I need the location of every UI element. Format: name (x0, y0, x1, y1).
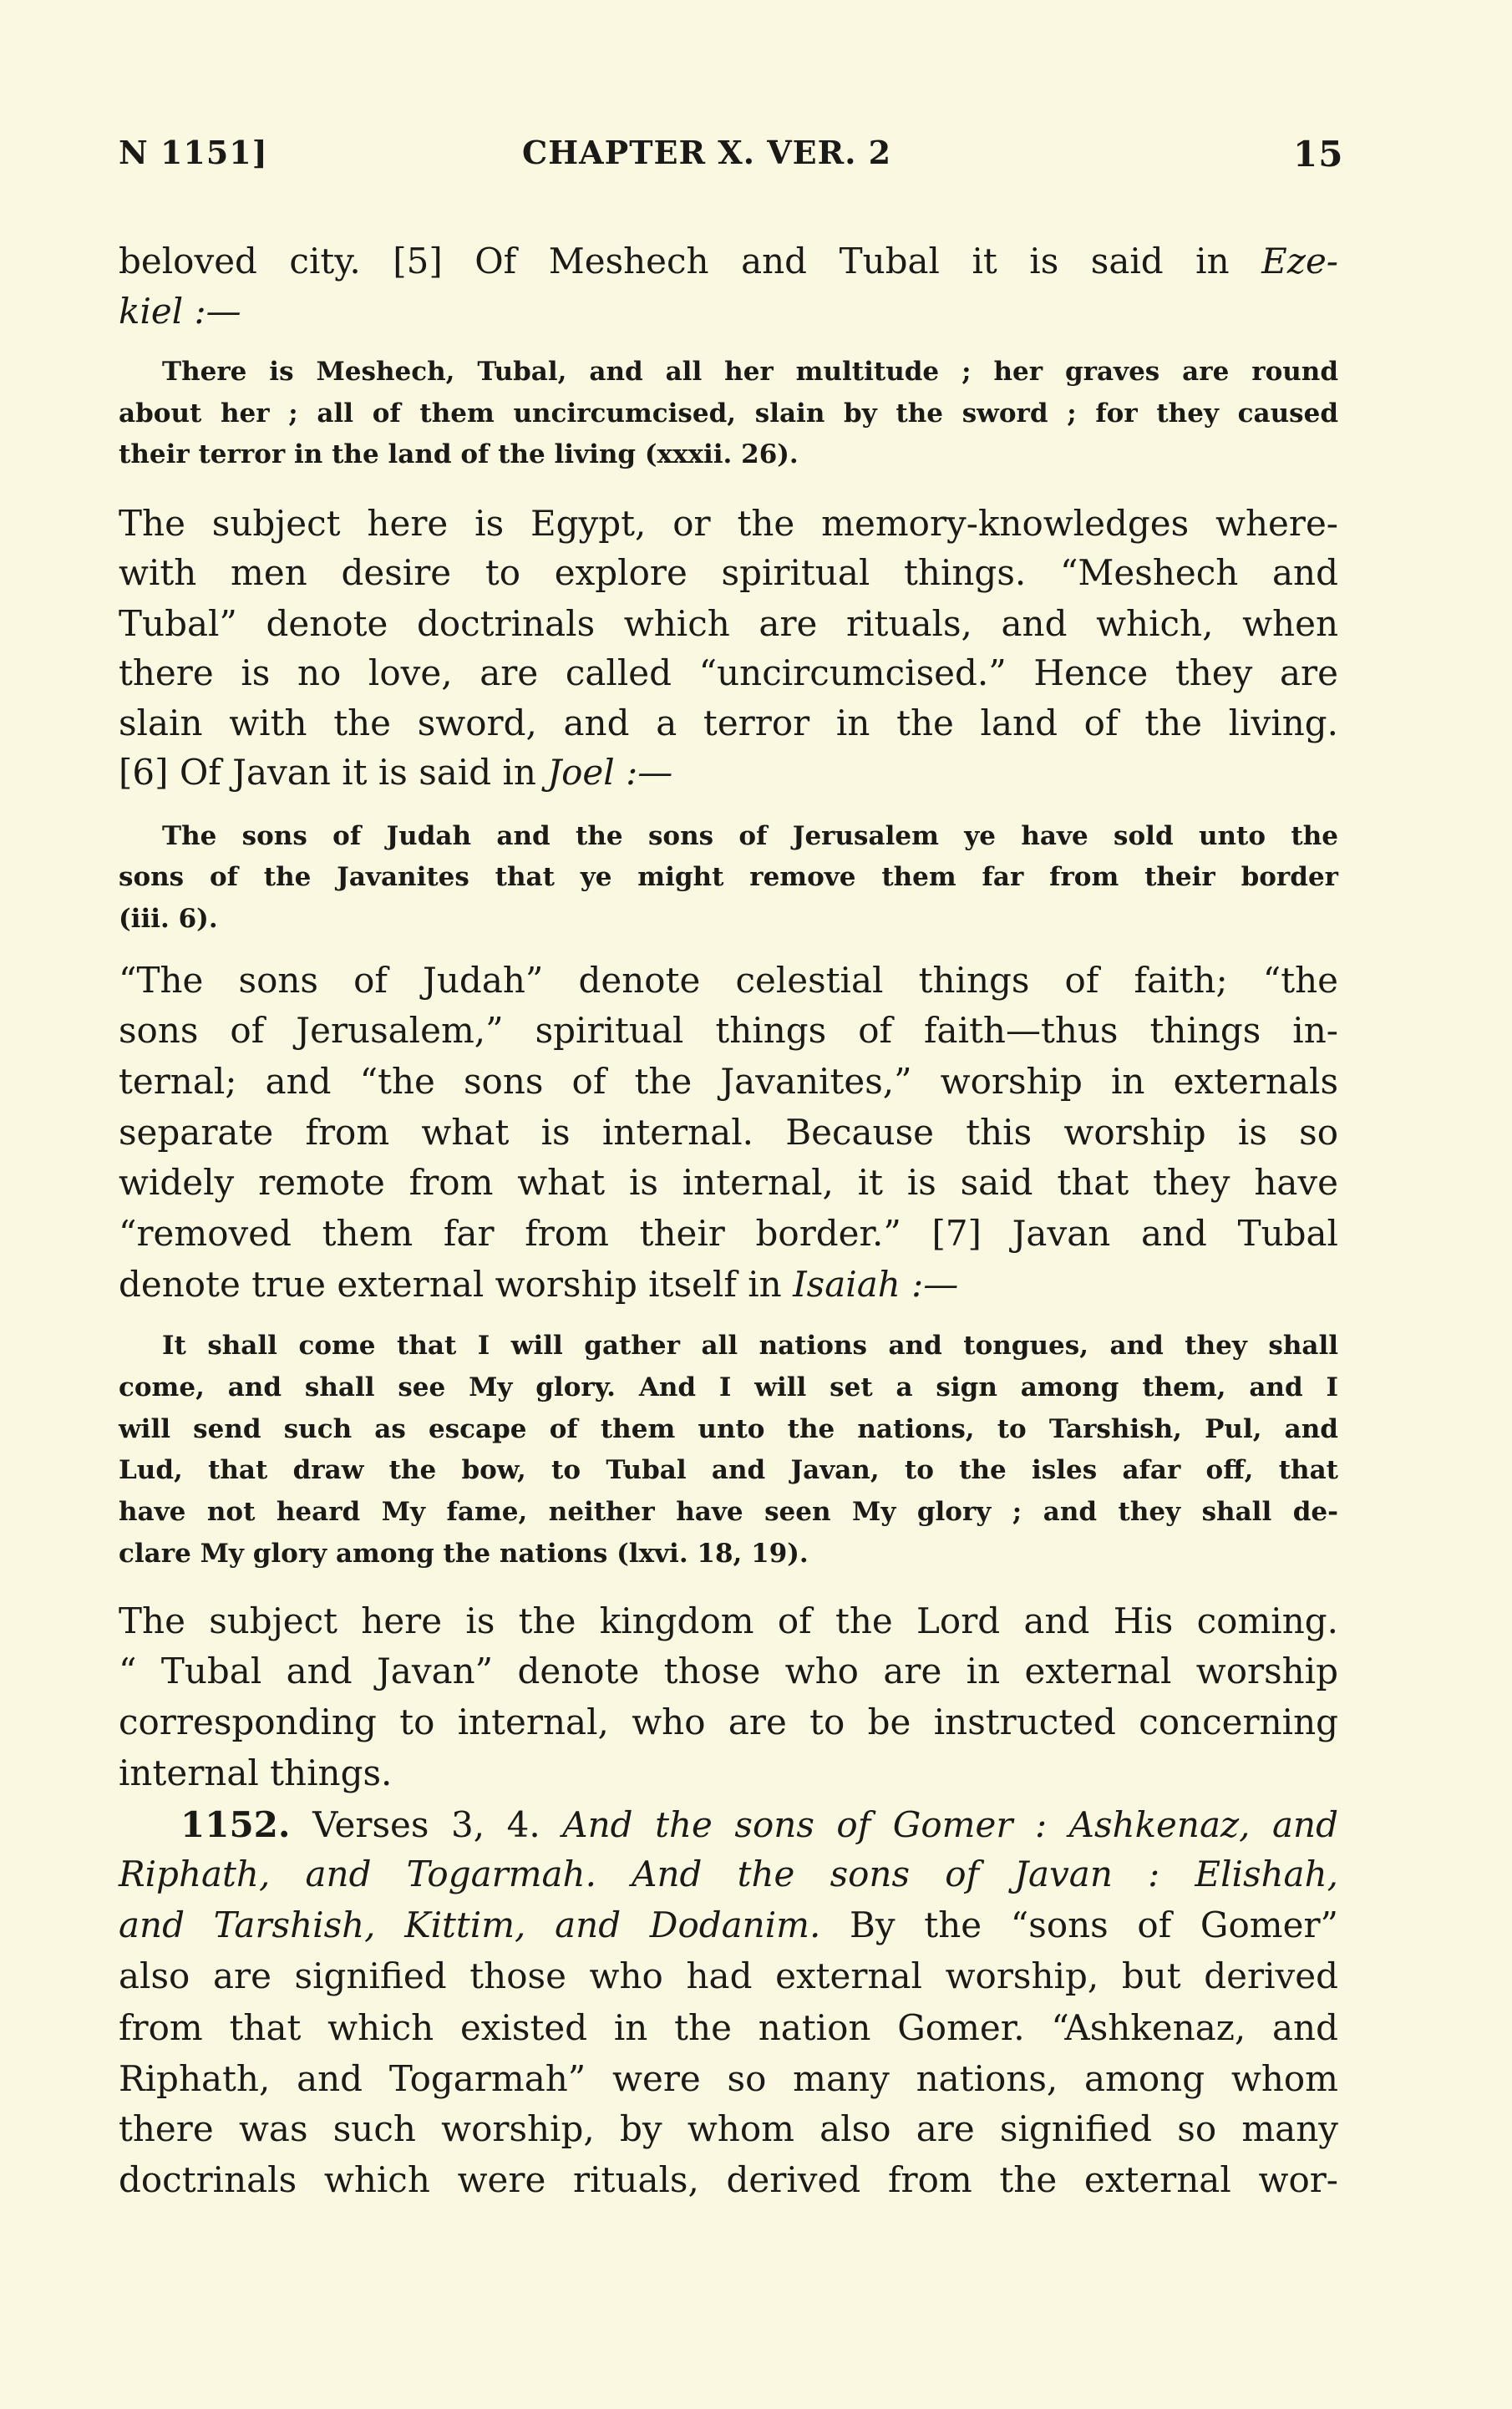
text-segment: come, and shall see My glory. And I will set a sign among them, and I (119, 1372, 1338, 1402)
text-line (180, 1802, 1338, 1849)
quotation-line (119, 900, 1338, 937)
text-line (119, 288, 1338, 335)
quotation-line (162, 353, 1338, 390)
text-line (119, 2005, 1338, 2051)
running-head-chapter: CHAPTER X. VER. 2 (522, 134, 892, 171)
text-segment: have not heard My fame, neither have seen My glory ; and they shall de- (119, 1497, 1338, 1527)
text-segment: “removed them far from their border.” [7] Javan and Tubal (119, 1213, 1338, 1255)
text-line (119, 1007, 1338, 1054)
italic-text: And the sons of Gomer : Ashkenaz, and (562, 1804, 1338, 1846)
running-head-section-number: N 1151] (119, 134, 268, 171)
text-segment: Lud, that draw the bow, to Tubal and Javan, to the isles afar off, that (119, 1455, 1338, 1486)
text-line (119, 2106, 1338, 2153)
text-line (119, 749, 1338, 796)
text-segment: The subject here is the kingdom of the Lord and His coming. (119, 1600, 1338, 1641)
quotation-line (119, 1494, 1338, 1530)
text-segment: there was such worship, by whom also are signified so many (119, 2108, 1338, 2150)
text-segment: internal things. (119, 1752, 393, 1793)
quotation-line (119, 436, 1338, 473)
text-segment: beloved city. [5] Of Meshech and Tubal it is said in (119, 240, 1262, 281)
text-segment: Riphath, and Togarmah” were so many nations, among whom (119, 2057, 1338, 2099)
italic-text: Isaiah :— (793, 1263, 959, 1305)
text-segment: separate from what is internal. Because this worship is so (119, 1111, 1338, 1153)
text-segment: sons of Jerusalem,” spiritual things of faith—thus things in- (119, 1010, 1338, 1052)
text-line (119, 2056, 1338, 2102)
italic-text: and Tarshish, Kittim, and Dodanim. (119, 1904, 821, 1945)
text-line (119, 1699, 1338, 1746)
italic-text: Riphath, and Togarmah. And the sons of Javan : Elishah, (119, 1854, 1338, 1895)
text-segment: denote true external worship itself in (119, 1263, 794, 1305)
text-line (119, 1261, 1338, 1308)
text-segment: The sons of Judah and the sons of Jerusalem ye have sold unto the (162, 820, 1338, 851)
text-line (119, 550, 1338, 596)
text-line (119, 700, 1338, 747)
text-segment: their terror in the land of the living (xxxii. 26). (119, 439, 799, 470)
text-line (119, 601, 1338, 647)
text-line (119, 1953, 1338, 2000)
text-line (119, 2157, 1338, 2204)
text-segment: with men desire to explore spiritual things. “Meshech and (119, 552, 1338, 594)
text-segment: [6] Of Javan it is said in (119, 752, 548, 794)
text-segment: Tubal” denote doctrinals which are rituals, and which, when (119, 602, 1338, 644)
text-line (119, 500, 1338, 547)
text-line (119, 1902, 1338, 1949)
text-segment: Verses 3, 4. (290, 1804, 563, 1846)
text-segment: also are signified those who had external worship, but derived (119, 1955, 1338, 1996)
text-segment: By the “sons of Gomer” (820, 1904, 1338, 1945)
text-segment: corresponding to internal, who are to be instructed concerning (119, 1702, 1338, 1742)
text-segment: slain with the sword, and a terror in the land of the living. (119, 702, 1338, 744)
text-line (119, 238, 1338, 285)
text-line (119, 1109, 1338, 1156)
text-segment: widely remote from what is internal, it is said that they have (119, 1162, 1338, 1204)
quotation-line (119, 1411, 1338, 1448)
text-segment: “ Tubal and Javan” denote those who are in external worship (119, 1651, 1338, 1692)
text-line (119, 1598, 1338, 1645)
italic-text: Joel :— (547, 752, 673, 794)
text-segment: will send such as escape of them unto the nations, to Tarshish, Pul, and (119, 1413, 1338, 1444)
quotation-line (119, 1369, 1338, 1406)
quotation-line (162, 1327, 1338, 1364)
text-line (119, 1648, 1338, 1695)
page-number: 15 (1293, 134, 1344, 175)
quotation-line (119, 1535, 1338, 1572)
text-segment: The subject here is Egypt, or the memory-knowledges where- (119, 503, 1338, 545)
quotation-line (119, 395, 1338, 432)
text-line (119, 1159, 1338, 1206)
quotation-line (119, 1452, 1338, 1489)
quotation-line (162, 818, 1338, 855)
text-segment: (iii. 6). (119, 903, 218, 934)
text-line (119, 1058, 1338, 1105)
italic-text: Eze- (1261, 240, 1338, 281)
text-segment: from that which existed in the nation Gomer. “Ashkenaz, and (119, 2007, 1338, 2049)
text-segment: about her ; all of them uncircumcised, slain by the sword ; for they caused (119, 398, 1338, 429)
text-segment: sons of the Javanites that ye might remove them far from their border (119, 862, 1338, 893)
text-segment: “The sons of Judah” denote celestial things of faith; “the (119, 959, 1338, 1001)
text-segment: ternal; and “the sons of the Javanites,” worship in externals (119, 1060, 1338, 1102)
text-segment: It shall come that I will gather all nations and tongues, and they shall (162, 1331, 1338, 1362)
text-line (119, 957, 1338, 1004)
text-segment: doctrinals which were rituals, derived from the external wor- (119, 2159, 1338, 2201)
quotation-line (119, 859, 1338, 895)
italic-text: kiel :— (119, 291, 241, 332)
text-segment: clare My glory among the nations (lxvi. 18, 19). (119, 1538, 809, 1569)
section-number: 1152. (180, 1804, 291, 1846)
text-line (119, 1210, 1338, 1257)
text-line (119, 1851, 1338, 1898)
text-segment: There is Meshech, Tubal, and all her multitude ; her graves are round (162, 357, 1338, 388)
text-segment: there is no love, are called “uncircumcised.” Hence they are (119, 652, 1338, 693)
text-line (119, 650, 1338, 697)
text-line (119, 1750, 1338, 1797)
